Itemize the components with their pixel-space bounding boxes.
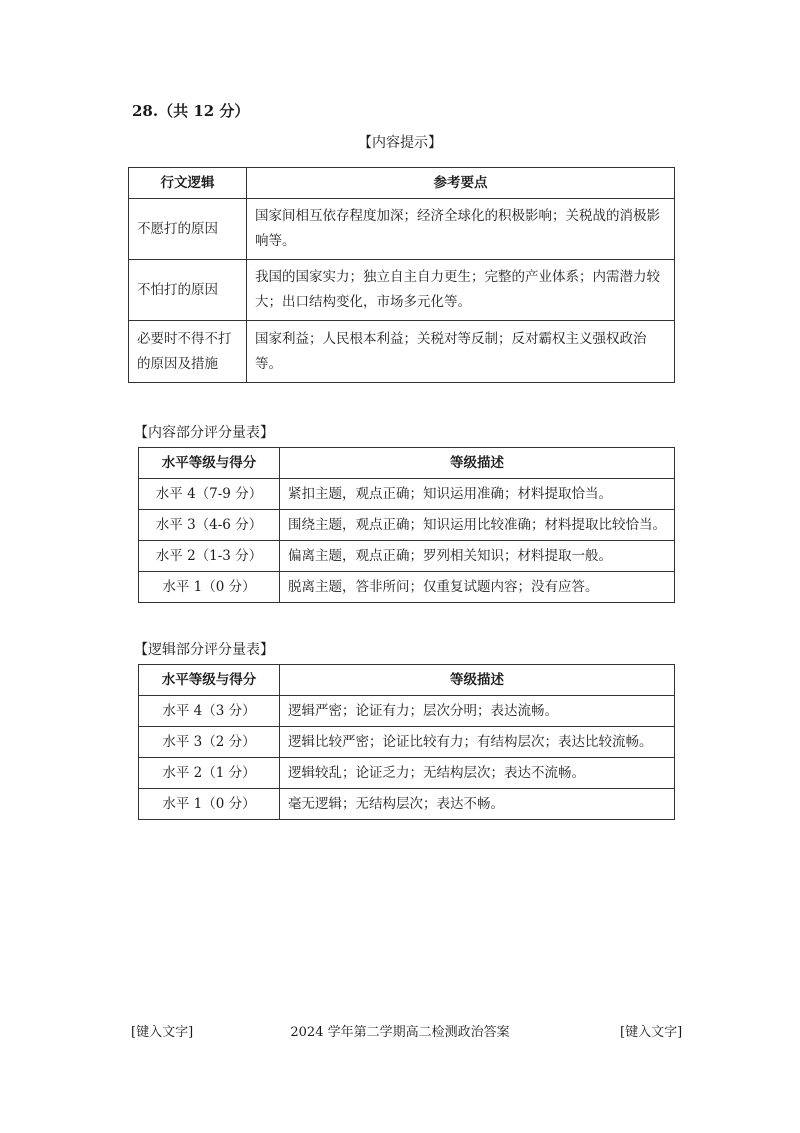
desc-cell: 逻辑严密；论证有力；层次分明；表达流畅。 [280,696,675,727]
desc-cell: 围绕主题，观点正确；知识运用比较准确；材料提取比较恰当。 [280,510,675,541]
footer-left: [键入文字] [131,1025,194,1040]
level-cell: 水平 3（4-6 分） [139,510,280,541]
points-cell: 国家间相互依存程度加深；经济全球化的积极影响；关税战的消极影响等。 [247,199,675,260]
table-header-row [139,448,675,479]
content-rubric-table [138,447,675,603]
header-level: 水平等级与得分 [139,665,280,696]
question-title: 28.（共 12 分） [132,102,250,120]
points-cell: 我国的国家实力；独立自主自力更生；完整的产业体系；内需潜力较大；出口结构变化，市场多元化等。 [247,260,675,321]
desc-cell: 偏离主题，观点正确；罗列相关知识；材料提取一般。 [280,541,675,572]
level-cell: 水平 4（3 分） [139,696,280,727]
table-row [139,789,675,820]
table-row [139,510,675,541]
table-row [139,727,675,758]
header-points: 参考要点 [247,168,675,199]
footer-center: 2024 学年第二学期高二检测政治答案 [290,1025,510,1040]
footer-right: [键入文字] [620,1025,683,1040]
level-cell: 水平 2（1 分） [139,758,280,789]
content-hint-title: 【内容提示】 [358,135,442,151]
desc-cell: 脱离主题，答非所问；仅重复试题内容；没有应答。 [280,572,675,603]
level-cell: 水平 4（7-9 分） [139,479,280,510]
logic-rubric-title: 【逻辑部分评分量表】 [134,642,274,658]
table-row [139,572,675,603]
table-header-row [129,168,675,199]
header-desc: 等级描述 [280,448,675,479]
logic-cell: 不怕打的原因 [129,260,247,321]
desc-cell: 紧扣主题，观点正确；知识运用准确；材料提取恰当。 [280,479,675,510]
table-row [129,199,675,260]
table-header-row [139,665,675,696]
content-rubric-title: 【内容部分评分量表】 [134,425,274,441]
desc-cell: 逻辑比较严密；论证比较有力；有结构层次；表达比较流畅。 [280,727,675,758]
content-hint-table [128,167,675,383]
level-cell: 水平 3（2 分） [139,727,280,758]
table-row [129,321,675,383]
level-cell: 水平 2（1-3 分） [139,541,280,572]
logic-cell: 不愿打的原因 [129,199,247,260]
points-cell: 国家利益；人民根本利益；关税对等反制；反对霸权主义强权政治等。 [247,321,675,383]
table-row [139,758,675,789]
table-row [129,260,675,321]
desc-cell: 逻辑较乱；论证乏力；无结构层次；表达不流畅。 [280,758,675,789]
table-row [139,696,675,727]
level-cell: 水平 1（0 分） [139,789,280,820]
table-row [139,541,675,572]
table-row [139,479,675,510]
logic-cell: 必要时不得不打的原因及措施 [129,321,247,383]
header-desc: 等级描述 [280,665,675,696]
desc-cell: 毫无逻辑；无结构层次；表达不畅。 [280,789,675,820]
header-logic: 行文逻辑 [129,168,247,199]
logic-rubric-table [138,664,675,820]
header-level: 水平等级与得分 [139,448,280,479]
level-cell: 水平 1（0 分） [139,572,280,603]
